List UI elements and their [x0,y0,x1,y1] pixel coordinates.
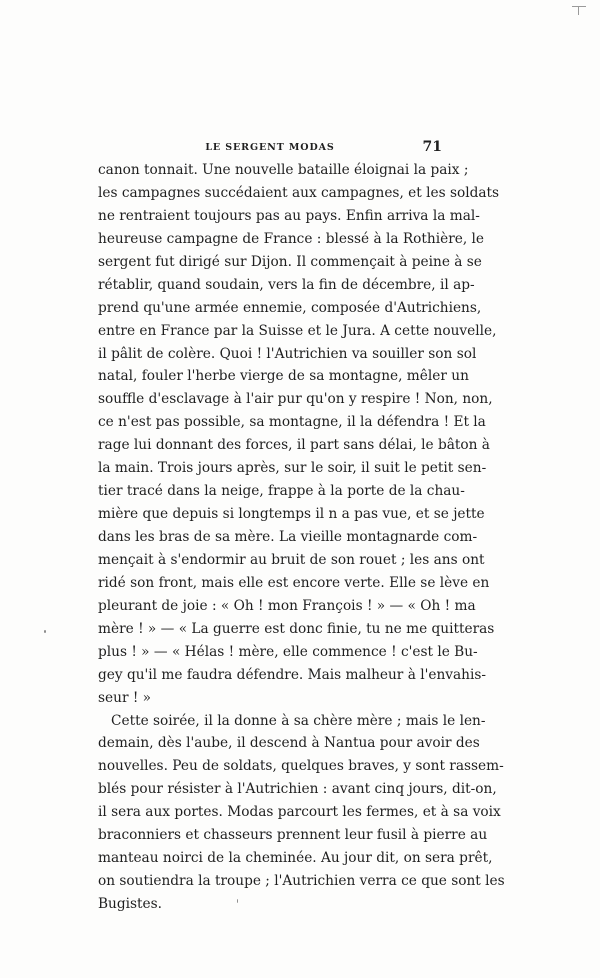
text-line: il pâlit de colère. Quoi ! l'Autrichien va souiller son sol [98,345,477,362]
text-line: sergent fut dirigé sur Dijon. Il commençait à peine à se [98,253,482,270]
paper-speck [237,899,238,903]
text-line: les campagnes succédaient aux campagnes, et les soldats [98,184,500,201]
text-line: entre en France par la Suisse et le Jura. A cette nouvelle, [98,322,497,339]
text-line: la main. Trois jours après, sur le soir, il suit le petit sen- [98,460,487,477]
text-line: canon tonnait. Une nouvelle bataille éloignai la paix ; [98,162,469,178]
text-line: mière que depuis si longtemps il n a pas vue, et se jette [98,506,485,523]
text-line: rétablir, quand soudain, vers la fin de décembre, il ap- [98,276,475,293]
running-title: LE SERGENT MODAS [205,142,335,153]
text-line: tier tracé dans la neige, frappe à la porte de la chau- [98,483,465,500]
text-line: plus ! » — « Hélas ! mère, elle commence ! c'est le Bu- [98,643,478,660]
text-line: dans les bras de sa mère. La vieille montagnarde com- [98,529,478,545]
text-line: demain, dès l'aube, il descend à Nantua pour avoir des [98,735,480,752]
text-line: heureuse campagne de France : blessé à la Rothière, le [98,230,485,247]
text-line: ne rentraient toujours pas au pays. Enfin arriva la mal- [98,207,480,224]
text-line: prend qu'une armée ennemie, composée d'Autrichiens, [98,299,482,316]
page-header [98,139,442,161]
text-line: souffle d'esclavage à l'air pur qu'on y respire ! Non, non, [98,391,493,408]
text-line: mère ! » — « La guerre est donc finie, tu ne me quitteras [98,620,495,637]
text-line: braconniers et chasseurs prennent leur fusil à pierre au [98,827,488,844]
text-line: mençait à s'endormir au bruit de son rouet ; les ans ont [98,551,485,568]
text-line: ridé son front, mais elle est encore verte. Elle se lève en [98,574,490,591]
text-line: manteau noirci de la cheminée. Au jour dit, on sera prêt, [98,850,493,867]
text-line: Bugistes. [98,896,163,912]
text-line: ce n'est pas possible, sa montagne, il la défendra ! Et la [98,414,486,431]
page-number: 71 [422,139,442,155]
text-line: Cette soirée, il la donne à sa chère mère ; mais le len- [111,712,486,729]
paper-speck [44,630,46,633]
text-line: pleurant de joie : « Oh ! mon François ! » — « Oh ! ma [98,597,476,614]
text-line: il sera aux portes. Modas parcourt les fermes, et à sa voix [98,804,501,821]
text-line: gey qu'il me faudra défendre. Mais malheur à l'envahis- [98,666,487,683]
text-line: on soutiendra la troupe ; l'Autrichien verra ce que sont les [98,873,505,890]
body-text [98,159,505,916]
text-line: rage lui donnant des forces, il part sans délai, le bâton à [98,437,490,454]
text-line: nouvelles. Peu de soldats, quelques braves, y sont rassem- [98,758,504,775]
text-line: natal, fouler l'herbe vierge de sa montagne, mêler un [98,368,469,385]
corner-mark [572,6,586,13]
text-line: seur ! » [98,689,152,706]
text-line: blés pour résister à l'Autrichien : avant cinq jours, dit-on, [98,781,497,798]
